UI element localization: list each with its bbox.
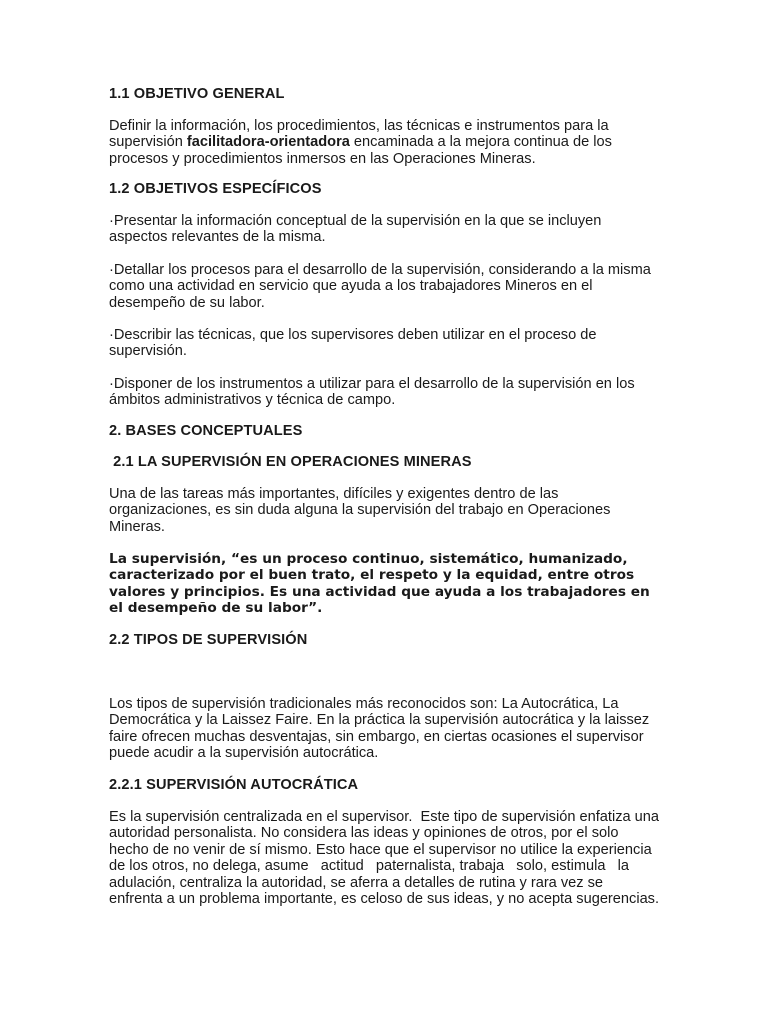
- objetivo-general-bold-term: facilitadora-orientadora: [186, 134, 350, 151]
- quote-definicion-supervision: La supervisión, “es un proceso continuo, sistemático, humanizado, caracterizado por el buen trato, el respeto y la equidad, entre otros valores y principios. Es una actividad que ayuda a los trabajadores en el desempeño de su labor”.: [109, 551, 650, 617]
- bullet-item: ·Detallar los procesos para el desarrollo de la supervisión, considerando a la misma como una actividad en servicio que ayuda a los trabajadores Mineros en el desempeño de su labor.: [109, 262, 651, 311]
- bullet-item: ·Presentar la información conceptual de la supervisión en la que se incluyen aspectos relevantes de la misma.: [109, 213, 602, 246]
- objetivo-general-text-end: encaminada a la mejora continua de los procesos y procedimientos inmersos en las Operaciones Mineras.: [109, 134, 612, 167]
- heading-objetivos-especificos: 1.2 OBJETIVOS ESPECÍFICOS: [109, 181, 322, 197]
- heading-bases-conceptuales: 2. BASES CONCEPTUALES: [109, 423, 303, 439]
- paragraph-autocratica: Es la supervisión centralizada en el supervisor. Este tipo de supervisión enfatiza una autoridad personalista. No considera las ideas y opiniones de otros, por el solo hecho de no venir de sí mismo. Esto hace que el supervisor no utilice la experiencia de los otros, no delega, asume actitud paternalista, trabaja solo, estimula la adulación, centraliza la autoridad, se aferra a detalles de rutina y rara vez se enfrenta a un problema importante, es celoso de sus ideas, y no acepta sugerencias.: [109, 809, 664, 908]
- paragraph-tipos: Los tipos de supervisión tradicionales más reconocidos son: La Autocrática, La Democrática y la Laissez Faire. En la práctica la supervisión autocrática y la laissez faire ofrecen muchas desventajas, sin embargo, en ciertas ocasiones el supervisor puede acudir a la supervisión autocrática.: [109, 696, 650, 762]
- bullet-item: ·Disponer de los instrumentos a utilizar para el desarrollo de la supervisión en los ámbitos administrativos y técnica de campo.: [109, 376, 635, 409]
- bullet-item: ·Describir las técnicas, que los supervisores deben utilizar en el proceso de supervisión.: [109, 327, 597, 360]
- heading-supervision-autocratica: 2.2.1 SUPERVISIÓN AUTOCRÁTICA: [109, 777, 359, 793]
- paragraph-tareas: Una de las tareas más importantes, difíciles y exigentes dentro de las organizaciones, es sin duda alguna la supervisión del trabajo en Operaciones Mineras.: [109, 486, 611, 535]
- heading-tipos-supervision: 2.2 TIPOS DE SUPERVISIÓN: [109, 632, 308, 648]
- heading-supervision-operaciones: 2.1 LA SUPERVISIÓN EN OPERACIONES MINERAS: [109, 454, 472, 470]
- heading-objetivo-general: 1.1 OBJETIVO GENERAL: [109, 86, 285, 102]
- paragraph-objetivo-general: [109, 118, 660, 167]
- objetivo-general-text-start: Definir la información, los procedimientos, las técnicas e instrumentos para la supervisión: [109, 118, 609, 151]
